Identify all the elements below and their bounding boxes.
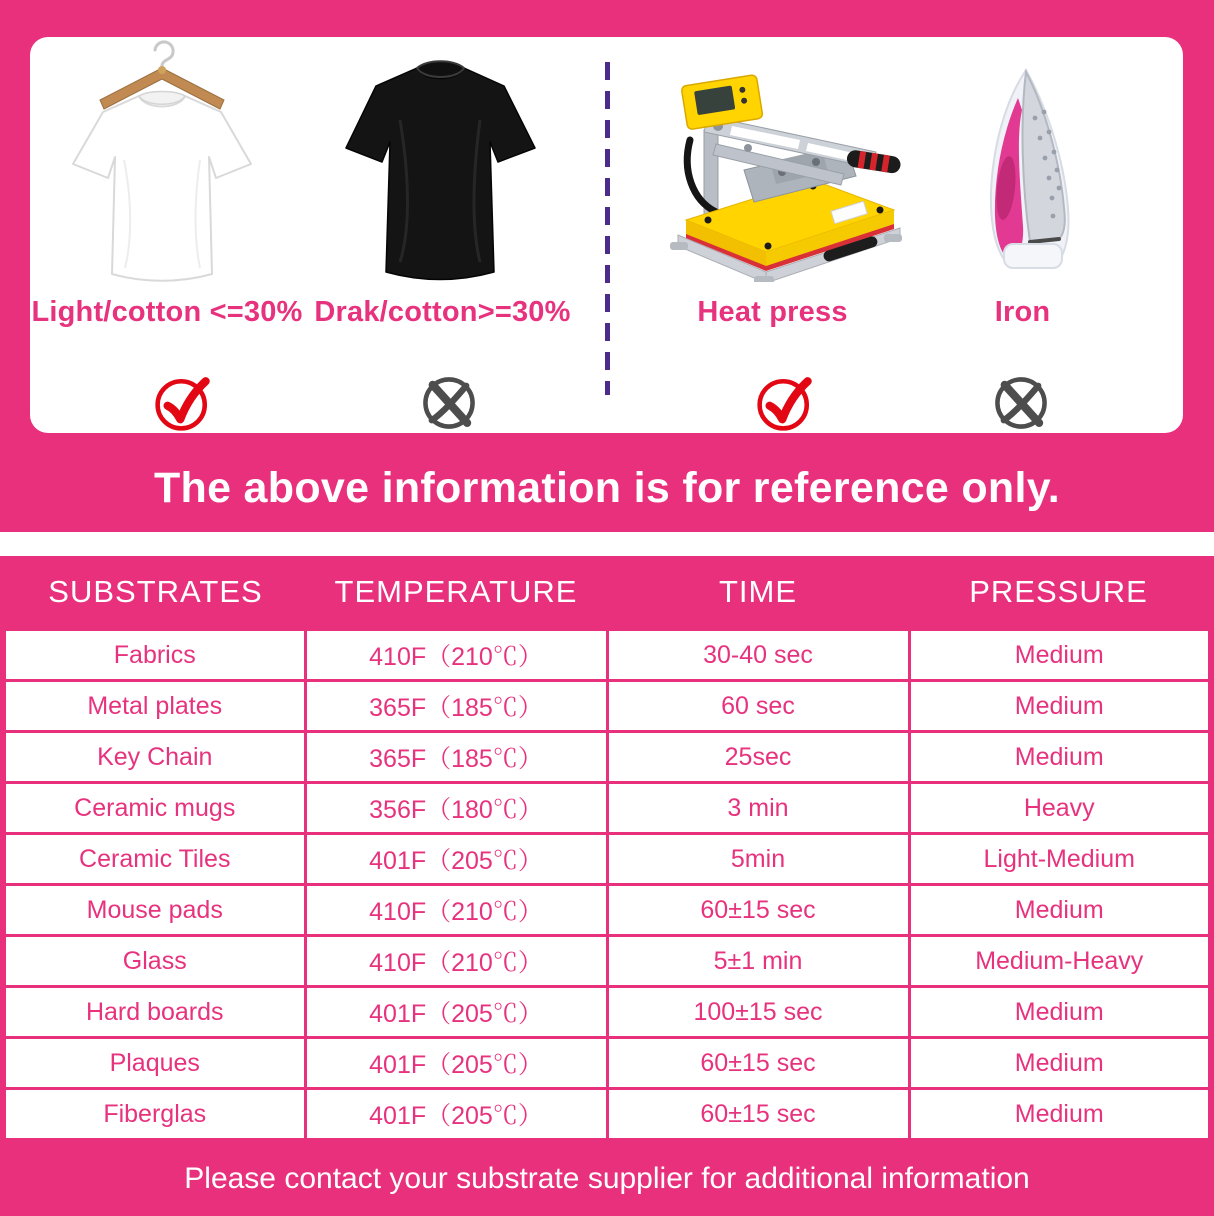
table-header-row (3, 556, 1211, 630)
cell-pressure: Medium (909, 732, 1211, 783)
table-row (3, 681, 1211, 732)
white-tshirt-image (62, 40, 262, 292)
cell-time: 60±15 sec (607, 1089, 909, 1140)
cell-temperature: 410F（210℃） (305, 630, 607, 681)
iron-illustration (938, 58, 1108, 280)
table-row (3, 732, 1211, 783)
cell-pressure: Medium (909, 681, 1211, 732)
cell-temperature: 401F（205℃） (305, 1089, 607, 1140)
table-row (3, 1038, 1211, 1089)
label-iron: Iron (994, 295, 1051, 328)
cross-icon (420, 374, 478, 432)
check-icon (154, 374, 212, 432)
header-temperature: TEMPERATURE (305, 556, 607, 630)
white-gap (0, 532, 1214, 556)
black-tshirt-image (338, 50, 543, 290)
header-substrates: SUBSTRATES (3, 556, 305, 630)
cell-pressure: Medium (909, 630, 1211, 681)
table-row (3, 630, 1211, 681)
label-heat-press: Heat press (697, 295, 848, 328)
cell-time: 60±15 sec (607, 1038, 909, 1089)
white-tshirt-illustration (62, 40, 262, 292)
cross-icon (992, 374, 1050, 432)
cell-time: 60±15 sec (607, 885, 909, 936)
header-time: TIME (607, 556, 909, 630)
cell-time: 3 min (607, 783, 909, 834)
cell-substrate: Fabrics (3, 630, 305, 681)
table-row (3, 834, 1211, 885)
cell-substrate: Metal plates (3, 681, 305, 732)
cell-temperature: 401F（205℃） (305, 987, 607, 1038)
cell-time: 5min (607, 834, 909, 885)
cell-pressure: Medium (909, 1038, 1211, 1089)
footer-banner: Please contact your substrate supplier for additional information (0, 1141, 1214, 1216)
cell-temperature: 365F（185℃） (305, 732, 607, 783)
cell-pressure: Medium-Heavy (909, 936, 1211, 987)
cell-temperature: 365F（185℃） (305, 681, 607, 732)
substrates-table (0, 556, 1214, 1141)
cell-temperature: 401F（205℃） (305, 1038, 607, 1089)
black-tshirt-illustration (338, 50, 543, 290)
check-icon (756, 374, 814, 432)
table-row (3, 1089, 1211, 1140)
table-header (3, 556, 1211, 630)
table-row (3, 783, 1211, 834)
dashed-divider-line (605, 62, 610, 395)
label-light-cotton: Light/cotton <=30% (31, 295, 303, 328)
cell-temperature: 356F（180℃） (305, 783, 607, 834)
cell-pressure: Light-Medium (909, 834, 1211, 885)
cell-substrate: Hard boards (3, 987, 305, 1038)
cell-substrate: Plaques (3, 1038, 305, 1089)
table-row (3, 987, 1211, 1038)
table-row (3, 885, 1211, 936)
cell-substrate: Ceramic mugs (3, 783, 305, 834)
heat-press-illustration (648, 52, 904, 282)
cell-substrate: Ceramic Tiles (3, 834, 305, 885)
heat-press-image (648, 52, 904, 282)
cell-substrate: Mouse pads (3, 885, 305, 936)
cell-pressure: Heavy (909, 783, 1211, 834)
cell-pressure: Medium (909, 987, 1211, 1038)
reference-banner: The above information is for reference only. (153, 463, 1061, 512)
label-dark-cotton: Drak/cotton>=30% (314, 295, 571, 328)
cell-time: 60 sec (607, 681, 909, 732)
cell-substrate: Key Chain (3, 732, 305, 783)
header-pressure: PRESSURE (909, 556, 1211, 630)
cell-pressure: Medium (909, 885, 1211, 936)
cell-time: 30-40 sec (607, 630, 909, 681)
cell-temperature: 401F（205℃） (305, 834, 607, 885)
table-row (3, 936, 1211, 987)
cell-temperature: 410F（210℃） (305, 936, 607, 987)
cell-pressure: Medium (909, 1089, 1211, 1140)
cell-time: 25sec (607, 732, 909, 783)
cell-temperature: 410F（210℃） (305, 885, 607, 936)
substrate-table-body (3, 630, 1211, 1140)
cell-substrate: Glass (3, 936, 305, 987)
top-section (0, 0, 1214, 532)
cell-time: 100±15 sec (607, 987, 909, 1038)
cell-substrate: Fiberglas (3, 1089, 305, 1140)
iron-image (938, 58, 1108, 280)
cell-time: 5±1 min (607, 936, 909, 987)
